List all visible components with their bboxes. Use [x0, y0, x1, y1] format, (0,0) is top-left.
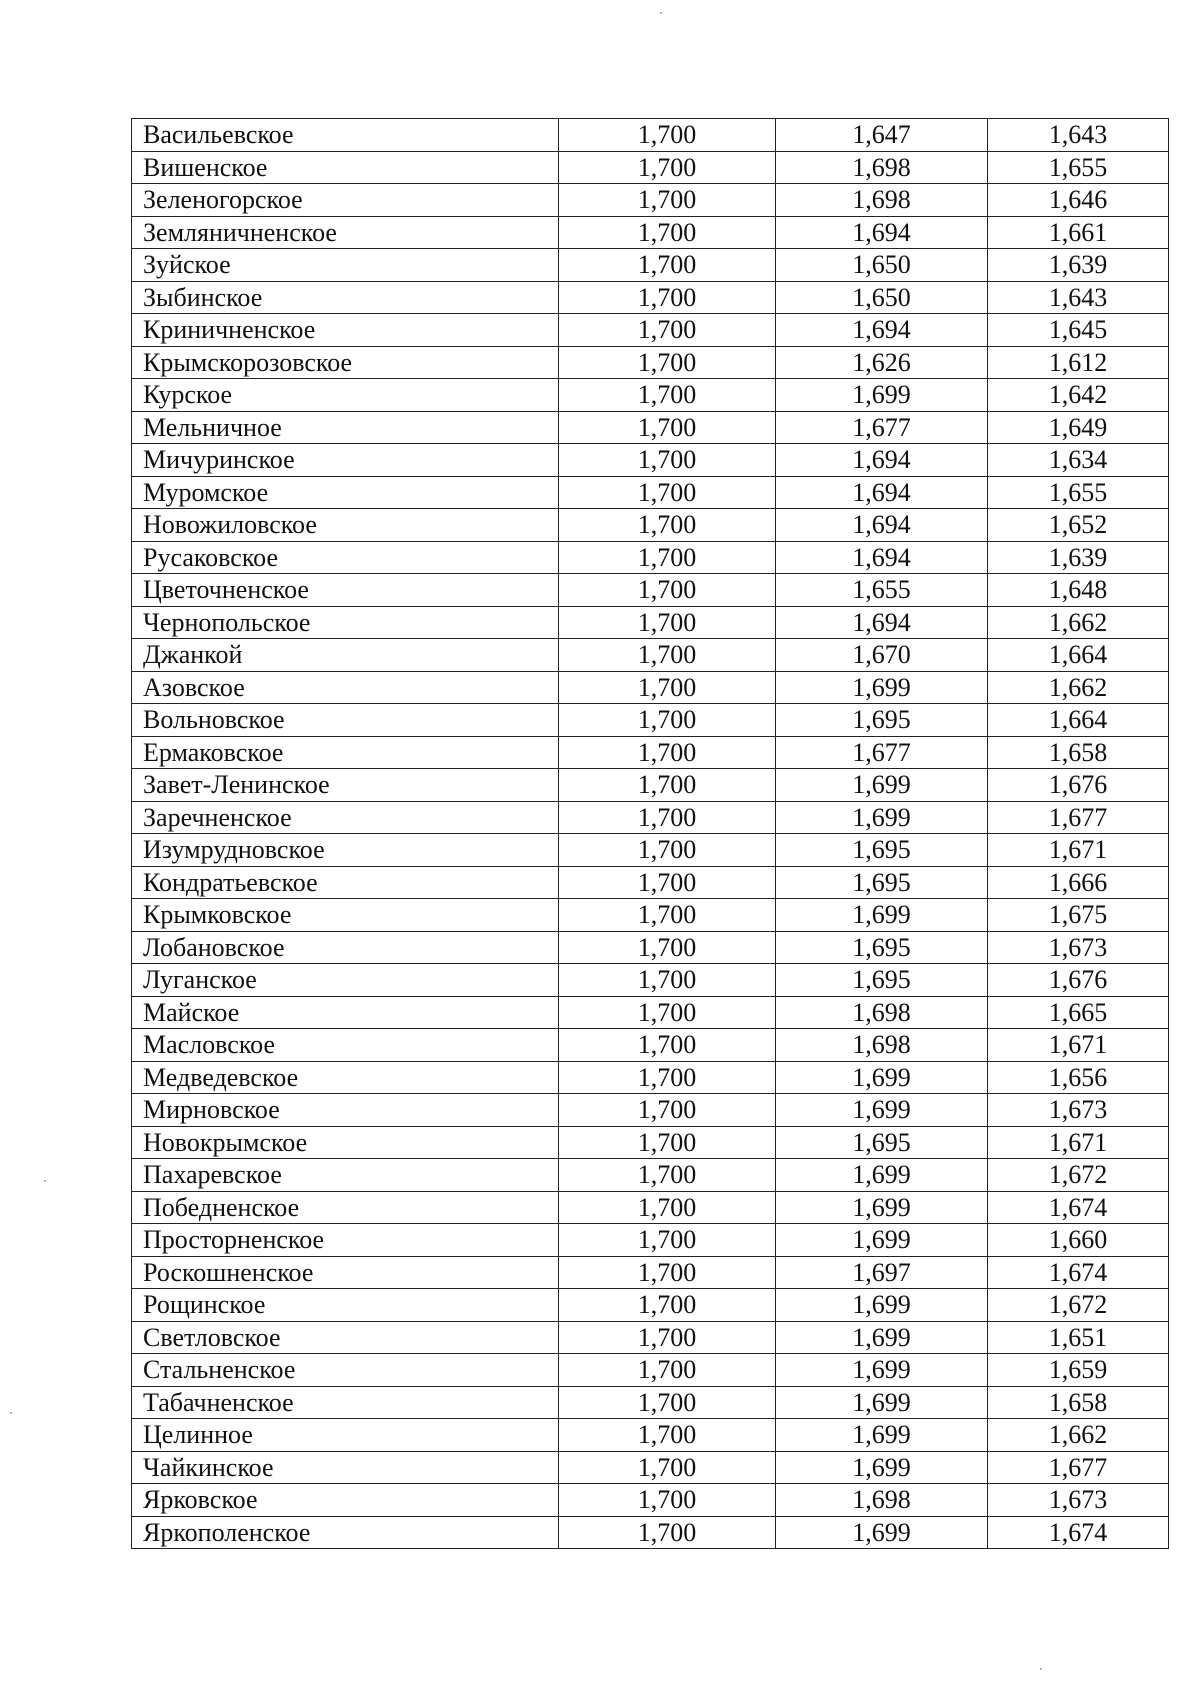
- settlement-name-cell: Ярковское: [132, 1484, 559, 1517]
- settlement-name-cell: Мельничное: [132, 411, 559, 444]
- table-row: [132, 281, 1169, 314]
- settlement-name-cell: Русаковское: [132, 541, 559, 574]
- settlement-name-cell: Кондратьевское: [132, 866, 559, 899]
- table-row: [132, 1516, 1169, 1549]
- value-cell-col1: 1,700: [559, 1224, 776, 1257]
- value-cell-col1: 1,700: [559, 249, 776, 282]
- value-cell-col3: 1,655: [988, 151, 1169, 184]
- settlement-name-cell: Масловское: [132, 1029, 559, 1062]
- value-cell-col2: 1,650: [776, 281, 988, 314]
- value-cell-col1: 1,700: [559, 541, 776, 574]
- value-cell-col2: 1,699: [776, 1159, 988, 1192]
- scan-speck: [44, 1180, 46, 1182]
- settlement-name-cell: Изумрудновское: [132, 834, 559, 867]
- value-cell-col2: 1,695: [776, 866, 988, 899]
- table-row: [132, 1484, 1169, 1517]
- value-cell-col3: 1,639: [988, 249, 1169, 282]
- value-cell-col3: 1,674: [988, 1256, 1169, 1289]
- settlement-name-cell: Медведевское: [132, 1061, 559, 1094]
- value-cell-col1: 1,700: [559, 1516, 776, 1549]
- value-cell-col2: 1,699: [776, 769, 988, 802]
- table-row: [132, 1386, 1169, 1419]
- settlement-name-cell: Курское: [132, 379, 559, 412]
- value-cell-col2: 1,694: [776, 606, 988, 639]
- settlement-name-cell: Майское: [132, 996, 559, 1029]
- table-row: [132, 1126, 1169, 1159]
- table-row: [132, 1159, 1169, 1192]
- value-cell-col1: 1,700: [559, 801, 776, 834]
- value-cell-col1: 1,700: [559, 1256, 776, 1289]
- settlement-name-cell: Завет-Ленинское: [132, 769, 559, 802]
- table-row: [132, 1224, 1169, 1257]
- value-cell-col3: 1,677: [988, 801, 1169, 834]
- settlement-name-cell: Муромское: [132, 476, 559, 509]
- value-cell-col1: 1,700: [559, 1321, 776, 1354]
- table-row: [132, 249, 1169, 282]
- value-cell-col3: 1,676: [988, 769, 1169, 802]
- value-cell-col3: 1,673: [988, 1094, 1169, 1127]
- settlement-name-cell: Азовское: [132, 671, 559, 704]
- scan-speck: [660, 12, 662, 14]
- settlement-name-cell: Новожиловское: [132, 509, 559, 542]
- table-row: [132, 1354, 1169, 1387]
- settlement-name-cell: Зуйское: [132, 249, 559, 282]
- value-cell-col2: 1,694: [776, 476, 988, 509]
- table-body: [132, 119, 1169, 1549]
- table-row: [132, 379, 1169, 412]
- value-cell-col3: 1,634: [988, 444, 1169, 477]
- value-cell-col1: 1,700: [559, 996, 776, 1029]
- value-cell-col1: 1,700: [559, 444, 776, 477]
- value-cell-col3: 1,674: [988, 1191, 1169, 1224]
- value-cell-col1: 1,700: [559, 346, 776, 379]
- table-row: [132, 606, 1169, 639]
- value-cell-col2: 1,699: [776, 379, 988, 412]
- settlement-name-cell: Вольновское: [132, 704, 559, 737]
- value-cell-col3: 1,645: [988, 314, 1169, 347]
- value-cell-col1: 1,700: [559, 184, 776, 217]
- table-row: [132, 931, 1169, 964]
- settlement-name-cell: Крымковское: [132, 899, 559, 932]
- value-cell-col3: 1,662: [988, 1419, 1169, 1452]
- value-cell-col2: 1,655: [776, 574, 988, 607]
- table-row: [132, 509, 1169, 542]
- table-row: [132, 119, 1169, 152]
- settlement-name-cell: Джанкой: [132, 639, 559, 672]
- settlement-name-cell: Ермаковское: [132, 736, 559, 769]
- value-cell-col3: 1,672: [988, 1159, 1169, 1192]
- table-row: [132, 834, 1169, 867]
- value-cell-col3: 1,643: [988, 281, 1169, 314]
- value-cell-col3: 1,666: [988, 866, 1169, 899]
- value-cell-col2: 1,695: [776, 1126, 988, 1159]
- table-row: [132, 736, 1169, 769]
- value-cell-col3: 1,658: [988, 736, 1169, 769]
- settlement-name-cell: Луганское: [132, 964, 559, 997]
- value-cell-col1: 1,700: [559, 1386, 776, 1419]
- value-cell-col1: 1,700: [559, 1191, 776, 1224]
- value-cell-col1: 1,700: [559, 151, 776, 184]
- value-cell-col2: 1,626: [776, 346, 988, 379]
- value-cell-col3: 1,673: [988, 931, 1169, 964]
- table-row: [132, 899, 1169, 932]
- value-cell-col1: 1,700: [559, 1061, 776, 1094]
- value-cell-col3: 1,664: [988, 639, 1169, 672]
- value-cell-col2: 1,699: [776, 1321, 988, 1354]
- value-cell-col2: 1,699: [776, 1289, 988, 1322]
- value-cell-col1: 1,700: [559, 119, 776, 152]
- value-cell-col1: 1,700: [559, 216, 776, 249]
- value-cell-col2: 1,699: [776, 899, 988, 932]
- value-cell-col2: 1,699: [776, 1419, 988, 1452]
- value-cell-col3: 1,677: [988, 1451, 1169, 1484]
- value-cell-col1: 1,700: [559, 964, 776, 997]
- table-row: [132, 671, 1169, 704]
- value-cell-col3: 1,674: [988, 1516, 1169, 1549]
- value-cell-col2: 1,695: [776, 704, 988, 737]
- value-cell-col2: 1,699: [776, 1354, 988, 1387]
- value-cell-col2: 1,647: [776, 119, 988, 152]
- settlement-name-cell: Зыбинское: [132, 281, 559, 314]
- settlement-name-cell: Цветочненское: [132, 574, 559, 607]
- value-cell-col2: 1,698: [776, 1029, 988, 1062]
- value-cell-col1: 1,700: [559, 1484, 776, 1517]
- settlement-name-cell: Крымскорозовское: [132, 346, 559, 379]
- value-cell-col2: 1,698: [776, 184, 988, 217]
- value-cell-col1: 1,700: [559, 769, 776, 802]
- value-cell-col2: 1,650: [776, 249, 988, 282]
- value-cell-col2: 1,694: [776, 216, 988, 249]
- value-cell-col2: 1,695: [776, 834, 988, 867]
- value-cell-col3: 1,665: [988, 996, 1169, 1029]
- value-cell-col3: 1,671: [988, 1029, 1169, 1062]
- settlement-name-cell: Роскошненское: [132, 1256, 559, 1289]
- table-row: [132, 411, 1169, 444]
- table-row: [132, 769, 1169, 802]
- value-cell-col3: 1,656: [988, 1061, 1169, 1094]
- value-cell-col1: 1,700: [559, 574, 776, 607]
- table-row: [132, 444, 1169, 477]
- table-row: [132, 1419, 1169, 1452]
- value-cell-col2: 1,694: [776, 541, 988, 574]
- table-row: [132, 151, 1169, 184]
- value-cell-col3: 1,661: [988, 216, 1169, 249]
- value-cell-col2: 1,699: [776, 1516, 988, 1549]
- value-cell-col3: 1,671: [988, 1126, 1169, 1159]
- settlement-name-cell: Мирновское: [132, 1094, 559, 1127]
- value-cell-col2: 1,699: [776, 671, 988, 704]
- value-cell-col3: 1,643: [988, 119, 1169, 152]
- value-cell-col1: 1,700: [559, 1289, 776, 1322]
- scan-speck: [10, 1412, 12, 1414]
- table-row: [132, 964, 1169, 997]
- value-cell-col1: 1,700: [559, 639, 776, 672]
- value-cell-col2: 1,698: [776, 1484, 988, 1517]
- value-cell-col3: 1,648: [988, 574, 1169, 607]
- value-cell-col3: 1,662: [988, 671, 1169, 704]
- value-cell-col2: 1,694: [776, 444, 988, 477]
- table-row: [132, 1191, 1169, 1224]
- table-row: [132, 1321, 1169, 1354]
- value-cell-col3: 1,652: [988, 509, 1169, 542]
- value-cell-col1: 1,700: [559, 931, 776, 964]
- settlement-name-cell: Чернопольское: [132, 606, 559, 639]
- table-row: [132, 314, 1169, 347]
- settlement-name-cell: Яркополенское: [132, 1516, 559, 1549]
- value-cell-col2: 1,694: [776, 314, 988, 347]
- value-cell-col3: 1,649: [988, 411, 1169, 444]
- value-cell-col3: 1,673: [988, 1484, 1169, 1517]
- value-cell-col1: 1,700: [559, 899, 776, 932]
- table-row: [132, 346, 1169, 379]
- value-cell-col3: 1,676: [988, 964, 1169, 997]
- settlement-name-cell: Васильевское: [132, 119, 559, 152]
- value-cell-col1: 1,700: [559, 1159, 776, 1192]
- value-cell-col2: 1,677: [776, 411, 988, 444]
- table-row: [132, 1094, 1169, 1127]
- value-cell-col2: 1,695: [776, 964, 988, 997]
- table-row: [132, 1451, 1169, 1484]
- value-cell-col2: 1,699: [776, 801, 988, 834]
- settlement-name-cell: Стальненское: [132, 1354, 559, 1387]
- table-row: [132, 184, 1169, 217]
- settlement-name-cell: Просторненское: [132, 1224, 559, 1257]
- value-cell-col2: 1,699: [776, 1094, 988, 1127]
- settlement-name-cell: Светловское: [132, 1321, 559, 1354]
- value-cell-col2: 1,697: [776, 1256, 988, 1289]
- value-cell-col1: 1,700: [559, 476, 776, 509]
- value-cell-col1: 1,700: [559, 606, 776, 639]
- value-cell-col1: 1,700: [559, 671, 776, 704]
- value-cell-col1: 1,700: [559, 379, 776, 412]
- value-cell-col3: 1,664: [988, 704, 1169, 737]
- table-row: [132, 1256, 1169, 1289]
- value-cell-col2: 1,699: [776, 1224, 988, 1257]
- value-cell-col2: 1,677: [776, 736, 988, 769]
- settlement-name-cell: Земляничненское: [132, 216, 559, 249]
- value-cell-col2: 1,698: [776, 996, 988, 1029]
- value-cell-col3: 1,612: [988, 346, 1169, 379]
- table-row: [132, 574, 1169, 607]
- settlement-name-cell: Заречненское: [132, 801, 559, 834]
- table-row: [132, 1061, 1169, 1094]
- table-row: [132, 216, 1169, 249]
- settlement-name-cell: Победненское: [132, 1191, 559, 1224]
- scan-speck: [1040, 1668, 1042, 1670]
- settlement-name-cell: Чайкинское: [132, 1451, 559, 1484]
- value-cell-col2: 1,699: [776, 1451, 988, 1484]
- value-cell-col1: 1,700: [559, 281, 776, 314]
- table-row: [132, 541, 1169, 574]
- value-cell-col1: 1,700: [559, 866, 776, 899]
- value-cell-col3: 1,651: [988, 1321, 1169, 1354]
- settlement-name-cell: Вишенское: [132, 151, 559, 184]
- value-cell-col2: 1,699: [776, 1061, 988, 1094]
- value-cell-col1: 1,700: [559, 1126, 776, 1159]
- value-cell-col3: 1,662: [988, 606, 1169, 639]
- value-cell-col1: 1,700: [559, 411, 776, 444]
- value-cell-col1: 1,700: [559, 1029, 776, 1062]
- table-row: [132, 1289, 1169, 1322]
- value-cell-col3: 1,675: [988, 899, 1169, 932]
- table-row: [132, 996, 1169, 1029]
- value-cell-col1: 1,700: [559, 834, 776, 867]
- value-cell-col2: 1,670: [776, 639, 988, 672]
- value-cell-col2: 1,699: [776, 1386, 988, 1419]
- table-row: [132, 801, 1169, 834]
- value-cell-col2: 1,694: [776, 509, 988, 542]
- value-cell-col3: 1,671: [988, 834, 1169, 867]
- value-cell-col3: 1,646: [988, 184, 1169, 217]
- settlement-name-cell: Рощинское: [132, 1289, 559, 1322]
- value-cell-col1: 1,700: [559, 1419, 776, 1452]
- settlement-name-cell: Новокрымское: [132, 1126, 559, 1159]
- value-cell-col3: 1,639: [988, 541, 1169, 574]
- settlement-name-cell: Табачненское: [132, 1386, 559, 1419]
- value-cell-col1: 1,700: [559, 314, 776, 347]
- value-cell-col2: 1,695: [776, 931, 988, 964]
- value-cell-col3: 1,672: [988, 1289, 1169, 1322]
- coefficients-table: [131, 118, 1169, 1549]
- settlement-name-cell: Мичуринское: [132, 444, 559, 477]
- settlement-name-cell: Зеленогорское: [132, 184, 559, 217]
- table-row: [132, 704, 1169, 737]
- table-row: [132, 866, 1169, 899]
- settlement-name-cell: Пахаревское: [132, 1159, 559, 1192]
- value-cell-col1: 1,700: [559, 736, 776, 769]
- settlement-name-cell: Лобановское: [132, 931, 559, 964]
- value-cell-col2: 1,699: [776, 1191, 988, 1224]
- value-cell-col1: 1,700: [559, 704, 776, 737]
- settlement-name-cell: Целинное: [132, 1419, 559, 1452]
- value-cell-col3: 1,660: [988, 1224, 1169, 1257]
- table-row: [132, 1029, 1169, 1062]
- table-row: [132, 476, 1169, 509]
- value-cell-col2: 1,698: [776, 151, 988, 184]
- value-cell-col3: 1,659: [988, 1354, 1169, 1387]
- table-row: [132, 639, 1169, 672]
- value-cell-col1: 1,700: [559, 1354, 776, 1387]
- value-cell-col3: 1,642: [988, 379, 1169, 412]
- value-cell-col1: 1,700: [559, 509, 776, 542]
- value-cell-col1: 1,700: [559, 1451, 776, 1484]
- value-cell-col1: 1,700: [559, 1094, 776, 1127]
- value-cell-col3: 1,655: [988, 476, 1169, 509]
- value-cell-col3: 1,658: [988, 1386, 1169, 1419]
- settlement-name-cell: Криничненское: [132, 314, 559, 347]
